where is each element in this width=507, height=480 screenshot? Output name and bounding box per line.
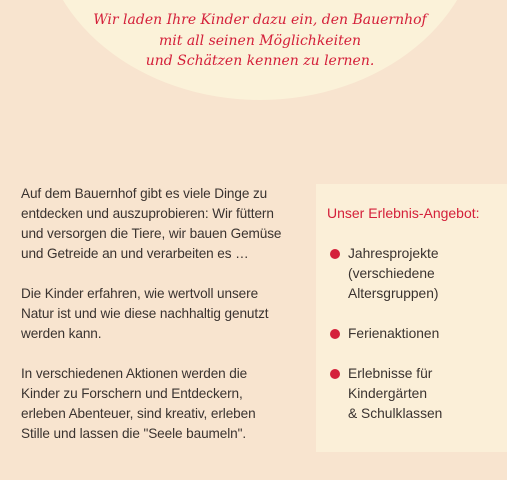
offer-item-line: Altersgruppen): [348, 286, 439, 301]
bullet-icon: [330, 369, 340, 379]
body-text: [21, 164, 305, 464]
paragraph-line: entdecken und auszuprobieren: Wir füttern: [21, 206, 274, 221]
paragraph-line: Natur ist und wie diese nachhaltig genutzt: [21, 306, 269, 321]
paragraph-line: Die Kinder erfahren, wie wertvoll unsere: [21, 286, 259, 301]
bullet-icon: [330, 249, 340, 259]
offer-item-ferienaktionen: [330, 324, 442, 344]
paragraph-line: Auf dem Bauernhof gibt es viele Dinge zu: [21, 186, 268, 201]
intro-line: mit all seinen Möglichkeiten: [158, 32, 361, 49]
paragraph-line: und versorgen die Tiere, wir bauen Gemüse: [21, 226, 282, 241]
paragraph-line: In verschiedenen Aktionen werden die: [21, 366, 248, 381]
offer-item-line: Kindergärten: [348, 386, 428, 401]
intro-line: und Schätzen kennen zu lernen.: [145, 53, 375, 69]
offer-item-line: & Schulklassen: [348, 406, 443, 421]
paragraph-line: werden kann.: [21, 326, 102, 341]
offer-list: [330, 244, 442, 444]
offer-item-erlebnisse: [330, 364, 442, 424]
intro-line: Wir laden Ihre Kinder dazu ein, den Bauernhof: [93, 12, 427, 28]
offer-item-line: (verschiedene: [348, 266, 435, 281]
bullet-icon: [330, 329, 340, 339]
offer-item-line: Jahresprojekte: [348, 246, 439, 261]
intro-tagline: [60, 10, 460, 72]
offer-item-jahresprojekte: [330, 244, 442, 304]
offer-title: Unser Erlebnis-Angebot:: [327, 205, 480, 221]
paragraph-line: Kinder zu Forschern und Entdeckern,: [21, 386, 243, 401]
offer-box: [316, 184, 507, 452]
paragraph-line: und Getreide an und verarbeiten es …: [21, 246, 249, 261]
paragraph-line: Stille und lassen die "Seele baumeln".: [21, 426, 247, 441]
paragraph-line: erleben Abenteuer, sind kreativ, erleben: [21, 406, 256, 421]
offer-item-line: Ferienaktionen: [348, 326, 440, 341]
offer-item-line: Erlebnisse für: [348, 366, 433, 381]
